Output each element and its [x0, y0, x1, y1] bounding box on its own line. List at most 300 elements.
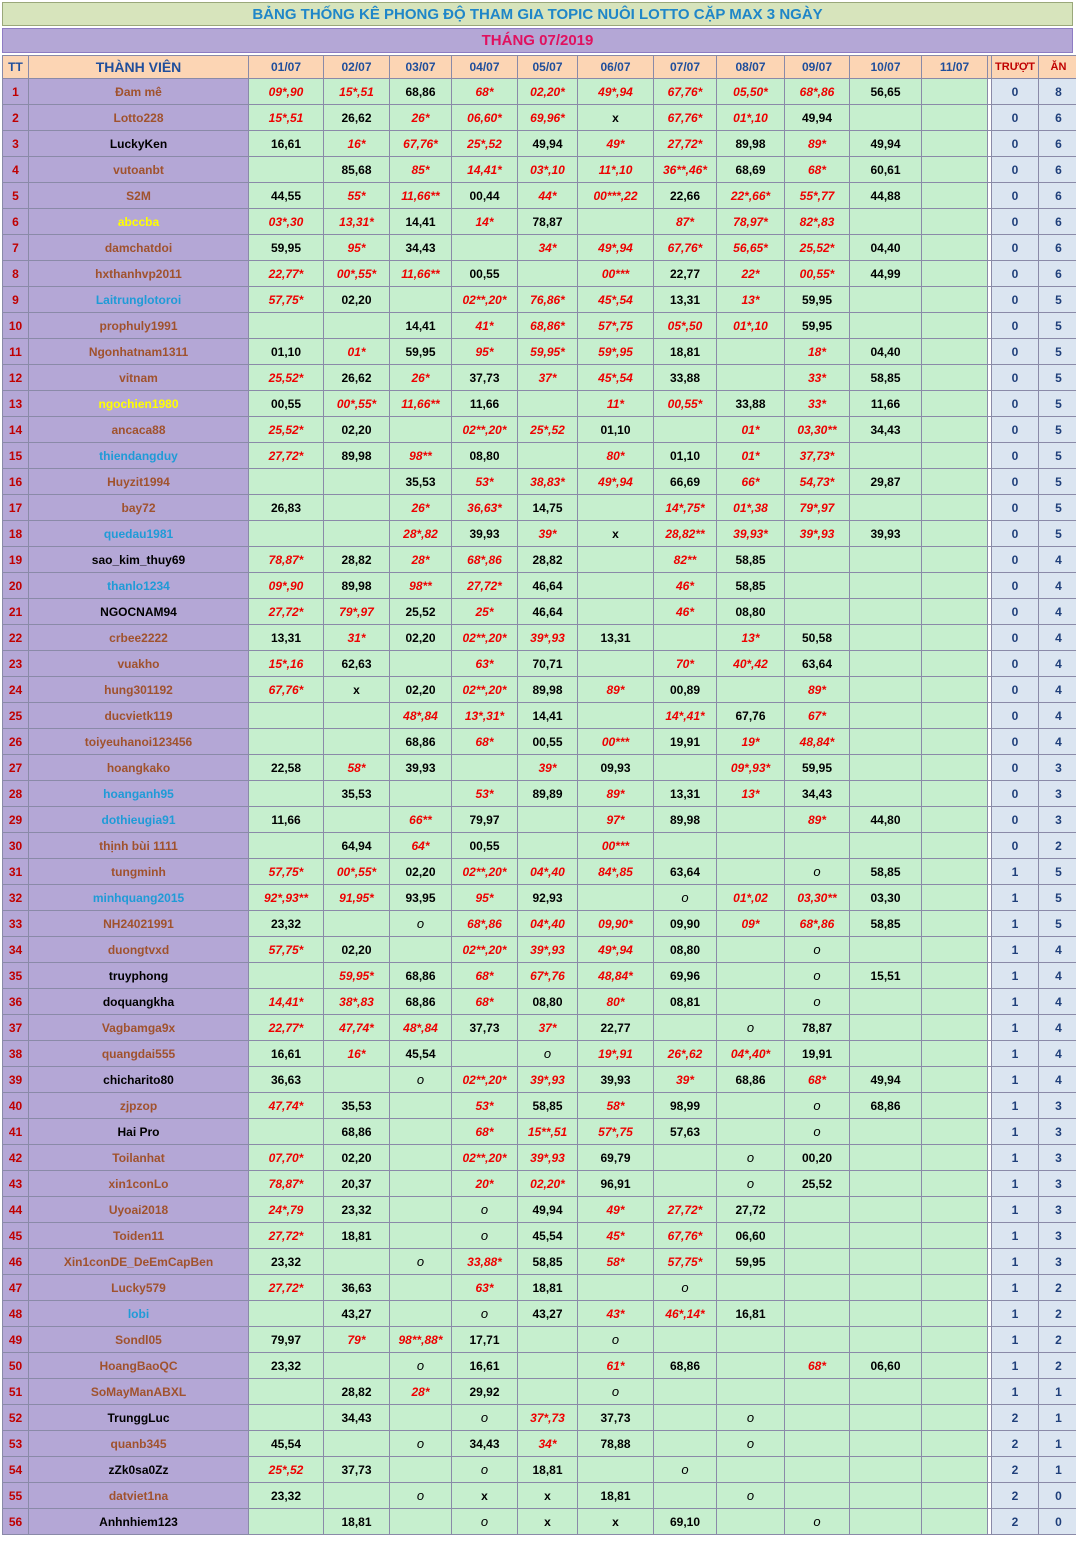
win-count: 0 [1039, 1483, 1076, 1509]
miss-count: 0 [992, 677, 1039, 703]
member-name: prophuly1991 [29, 313, 249, 339]
member-row [3, 677, 1076, 703]
day-cell [324, 1353, 390, 1379]
day-cell: 18,81 [578, 1483, 654, 1509]
day-cell: 19,91 [654, 729, 717, 755]
day-cell: 25,52* [249, 365, 324, 391]
row-number: 4 [3, 157, 29, 183]
day-cell: 89,98 [654, 807, 717, 833]
miss-count: 1 [992, 1067, 1039, 1093]
day-cell: 34,43 [452, 1431, 518, 1457]
win-count: 5 [1039, 885, 1076, 911]
day-cell: 49,94 [785, 105, 850, 131]
member-name: vutoanbt [29, 157, 249, 183]
row-number: 48 [3, 1301, 29, 1327]
win-count: 4 [1039, 703, 1076, 729]
row-number: 42 [3, 1145, 29, 1171]
day-cell: 68*,86 [785, 79, 850, 105]
day-cell [578, 1275, 654, 1301]
day-cell: 09,90* [578, 911, 654, 937]
header-day: 08/07 [717, 56, 785, 79]
day-cell: 79,97 [452, 807, 518, 833]
member-name: ngochien1980 [29, 391, 249, 417]
member-row [3, 287, 1076, 313]
day-cell [922, 313, 988, 339]
day-cell [922, 79, 988, 105]
day-cell: 14*,41* [654, 703, 717, 729]
day-cell: 84*,85 [578, 859, 654, 885]
member-row [3, 1197, 1076, 1223]
day-cell: o [452, 1223, 518, 1249]
member-name: Xin1conDE_DeEmCapBen [29, 1249, 249, 1275]
member-name: sao_kim_thuy69 [29, 547, 249, 573]
day-cell: 02,20 [324, 937, 390, 963]
member-name: minhquang2015 [29, 885, 249, 911]
day-cell: 14,41 [390, 209, 452, 235]
row-number: 55 [3, 1483, 29, 1509]
day-cell [654, 417, 717, 443]
day-cell: 69,96* [518, 105, 578, 131]
win-count: 4 [1039, 1015, 1076, 1041]
win-count: 3 [1039, 1223, 1076, 1249]
day-cell: 08,80 [452, 443, 518, 469]
member-row [3, 625, 1076, 651]
miss-count: 0 [992, 833, 1039, 859]
day-cell: 44,88 [850, 183, 922, 209]
day-cell: 66,69 [654, 469, 717, 495]
day-cell [922, 547, 988, 573]
day-cell [922, 1457, 988, 1483]
day-cell: o [654, 885, 717, 911]
member-name: hung301192 [29, 677, 249, 703]
day-cell [717, 963, 785, 989]
miss-count: 1 [992, 1223, 1039, 1249]
day-cell: 97* [578, 807, 654, 833]
day-cell: 59,95 [390, 339, 452, 365]
day-cell [922, 625, 988, 651]
row-number: 54 [3, 1457, 29, 1483]
day-cell: 09*,93* [717, 755, 785, 781]
header-tt: TT [3, 56, 29, 79]
day-cell [654, 1431, 717, 1457]
day-cell [390, 1197, 452, 1223]
day-cell: o [390, 1431, 452, 1457]
day-cell: 82*,83 [785, 209, 850, 235]
row-number: 23 [3, 651, 29, 677]
win-count: 4 [1039, 963, 1076, 989]
member-row [3, 235, 1076, 261]
day-cell: 68,86* [518, 313, 578, 339]
day-cell [922, 1405, 988, 1431]
day-cell [850, 1197, 922, 1223]
day-cell: 27,72* [654, 1197, 717, 1223]
header-day: 06/07 [578, 56, 654, 79]
day-cell: 68* [785, 157, 850, 183]
day-cell: 26* [390, 105, 452, 131]
member-row [3, 157, 1076, 183]
day-cell [850, 1119, 922, 1145]
day-cell: 26*,62 [654, 1041, 717, 1067]
day-cell: 03*,30 [249, 209, 324, 235]
day-cell: 58,85 [518, 1249, 578, 1275]
day-cell: 62,63 [324, 651, 390, 677]
day-cell: 68* [785, 1067, 850, 1093]
win-count: 8 [1039, 79, 1076, 105]
day-cell: 14*,75* [654, 495, 717, 521]
day-cell [922, 729, 988, 755]
day-cell [654, 1483, 717, 1509]
day-cell [922, 651, 988, 677]
day-cell: 14* [452, 209, 518, 235]
day-cell: 85* [390, 157, 452, 183]
day-cell: 39,93 [452, 521, 518, 547]
day-cell: 27,72* [654, 131, 717, 157]
day-cell [654, 1405, 717, 1431]
day-cell [922, 703, 988, 729]
member-row [3, 1353, 1076, 1379]
day-cell: 35,53 [324, 1093, 390, 1119]
member-row [3, 1483, 1076, 1509]
day-cell [249, 1509, 324, 1535]
day-cell: 36,63* [452, 495, 518, 521]
member-name: quanb345 [29, 1431, 249, 1457]
day-cell: o [578, 1379, 654, 1405]
day-cell [717, 1093, 785, 1119]
win-count: 6 [1039, 157, 1076, 183]
member-name: dothieugia91 [29, 807, 249, 833]
day-cell: 49* [578, 1197, 654, 1223]
day-cell: 44* [518, 183, 578, 209]
day-cell: 45,54 [249, 1431, 324, 1457]
miss-count: 1 [992, 1093, 1039, 1119]
day-cell [850, 287, 922, 313]
day-cell: 19*,91 [578, 1041, 654, 1067]
day-cell: 67,76* [654, 235, 717, 261]
day-cell: 26,62 [324, 105, 390, 131]
day-cell: 09,93 [578, 755, 654, 781]
day-cell: 69,10 [654, 1509, 717, 1535]
header-day: 04/07 [452, 56, 518, 79]
day-cell: 01*,38 [717, 495, 785, 521]
day-cell: 40*,42 [717, 651, 785, 677]
day-cell: 47,74* [324, 1015, 390, 1041]
day-cell: 53* [452, 1093, 518, 1119]
day-cell: 13,31* [324, 209, 390, 235]
member-name: chicharito80 [29, 1067, 249, 1093]
day-cell: 19,91 [785, 1041, 850, 1067]
miss-count: 2 [992, 1483, 1039, 1509]
day-cell: o [390, 911, 452, 937]
win-count: 5 [1039, 287, 1076, 313]
row-number: 45 [3, 1223, 29, 1249]
day-cell [922, 1275, 988, 1301]
row-number: 27 [3, 755, 29, 781]
win-count: 1 [1039, 1379, 1076, 1405]
header-day: 11/07 [922, 56, 988, 79]
day-cell [850, 1041, 922, 1067]
header-member: THÀNH VIÊN [29, 56, 249, 79]
member-name: damchatdoi [29, 235, 249, 261]
member-row [3, 1379, 1076, 1405]
day-cell: 34,43 [850, 417, 922, 443]
day-cell [324, 521, 390, 547]
day-cell: 68,69 [717, 157, 785, 183]
day-cell: 46* [654, 573, 717, 599]
day-cell: 01,10 [654, 443, 717, 469]
day-cell: 68* [452, 963, 518, 989]
day-cell [922, 1223, 988, 1249]
day-cell [654, 1171, 717, 1197]
win-count: 3 [1039, 1249, 1076, 1275]
member-row [3, 1249, 1076, 1275]
day-cell [850, 651, 922, 677]
day-cell [249, 1119, 324, 1145]
day-cell: 04*,40* [717, 1041, 785, 1067]
day-cell: 01*,10 [717, 105, 785, 131]
day-cell: 67* [785, 703, 850, 729]
day-cell: 26,83 [249, 495, 324, 521]
day-cell: 69,79 [578, 1145, 654, 1171]
member-row [3, 599, 1076, 625]
day-cell: 63* [452, 1275, 518, 1301]
day-cell: 64* [390, 833, 452, 859]
member-row [3, 1457, 1076, 1483]
row-number: 3 [3, 131, 29, 157]
win-count: 5 [1039, 391, 1076, 417]
day-cell [850, 1015, 922, 1041]
day-cell [390, 781, 452, 807]
day-cell [717, 1353, 785, 1379]
member-row [3, 937, 1076, 963]
row-number: 10 [3, 313, 29, 339]
member-row [3, 547, 1076, 573]
day-cell: 09,90 [654, 911, 717, 937]
row-number: 19 [3, 547, 29, 573]
day-cell: 29,87 [850, 469, 922, 495]
member-name: Lucky579 [29, 1275, 249, 1301]
day-cell: 68*,86 [452, 911, 518, 937]
day-cell: 58* [578, 1249, 654, 1275]
member-name: quangdai555 [29, 1041, 249, 1067]
day-cell: 16,61 [249, 1041, 324, 1067]
day-cell: 13,31 [654, 287, 717, 313]
win-count: 2 [1039, 1275, 1076, 1301]
member-name: tungminh [29, 859, 249, 885]
day-cell: 60,61 [850, 157, 922, 183]
member-row [3, 1015, 1076, 1041]
member-name: TrunggLuc [29, 1405, 249, 1431]
miss-count: 0 [992, 625, 1039, 651]
day-cell: 36,63 [324, 1275, 390, 1301]
day-cell: 39*,93 [518, 1145, 578, 1171]
day-cell: 66* [717, 469, 785, 495]
day-cell: 49*,94 [578, 79, 654, 105]
day-cell: 68* [452, 1119, 518, 1145]
day-cell [785, 1431, 850, 1457]
day-cell: 16* [324, 1041, 390, 1067]
day-cell [717, 1457, 785, 1483]
day-cell [850, 1275, 922, 1301]
day-cell: 11,66 [850, 391, 922, 417]
day-cell: 25*,52 [249, 1457, 324, 1483]
miss-count: 0 [992, 261, 1039, 287]
day-cell [717, 1119, 785, 1145]
day-cell: 58,85 [850, 911, 922, 937]
member-name: S2M [29, 183, 249, 209]
day-cell [249, 313, 324, 339]
member-row [3, 1327, 1076, 1353]
member-name: HoangBaoQC [29, 1353, 249, 1379]
day-cell: 57,63 [654, 1119, 717, 1145]
day-cell: 00,89 [654, 677, 717, 703]
day-cell: 33,88 [654, 365, 717, 391]
day-cell [850, 1145, 922, 1171]
member-row [3, 573, 1076, 599]
day-cell: 01,10 [249, 339, 324, 365]
stats-table [2, 55, 1076, 1535]
day-cell: 37*,73 [518, 1405, 578, 1431]
day-cell [922, 1119, 988, 1145]
day-cell: 57,75* [249, 287, 324, 313]
miss-count: 0 [992, 781, 1039, 807]
day-cell: 02**,20* [452, 287, 518, 313]
day-cell: 89* [785, 131, 850, 157]
sheet-subtitle: THÁNG 07/2019 [2, 28, 1073, 53]
day-cell: 00,55 [452, 833, 518, 859]
day-cell: o [452, 1405, 518, 1431]
day-cell [922, 885, 988, 911]
day-cell: 20,37 [324, 1171, 390, 1197]
member-name: hoangkako [29, 755, 249, 781]
day-cell: 02**,20* [452, 1067, 518, 1093]
day-cell [922, 833, 988, 859]
day-cell: 22* [717, 261, 785, 287]
day-cell: 15**,51 [518, 1119, 578, 1145]
member-row [3, 521, 1076, 547]
day-cell: 53* [452, 469, 518, 495]
day-cell: 00,20 [785, 1145, 850, 1171]
day-cell: 22,66 [654, 183, 717, 209]
day-cell: 59,95* [518, 339, 578, 365]
day-cell: o [717, 1431, 785, 1457]
miss-count: 1 [992, 1015, 1039, 1041]
day-cell: 39*,93 [518, 1067, 578, 1093]
miss-count: 1 [992, 1353, 1039, 1379]
day-cell: 02**,20* [452, 937, 518, 963]
row-number: 28 [3, 781, 29, 807]
miss-count: 1 [992, 989, 1039, 1015]
day-cell: 36,63 [249, 1067, 324, 1093]
day-cell [324, 703, 390, 729]
day-cell: 78,87 [785, 1015, 850, 1041]
day-cell: 18,81 [324, 1509, 390, 1535]
day-cell: 27,72* [452, 573, 518, 599]
day-cell: x [518, 1483, 578, 1509]
day-cell: 28,82 [324, 1379, 390, 1405]
member-row [3, 443, 1076, 469]
day-cell [922, 1093, 988, 1119]
day-cell [785, 573, 850, 599]
member-name: Huyzit1994 [29, 469, 249, 495]
member-name: Toiden11 [29, 1223, 249, 1249]
day-cell [717, 1379, 785, 1405]
day-cell: o [578, 1327, 654, 1353]
win-count: 2 [1039, 833, 1076, 859]
day-cell: 43* [578, 1301, 654, 1327]
day-cell: 89* [578, 677, 654, 703]
miss-count: 2 [992, 1405, 1039, 1431]
day-cell [518, 1327, 578, 1353]
win-count: 5 [1039, 469, 1076, 495]
day-cell: 03,30** [785, 417, 850, 443]
day-cell [922, 963, 988, 989]
day-cell: 01*,02 [717, 885, 785, 911]
day-cell [785, 599, 850, 625]
day-cell [578, 209, 654, 235]
win-count: 4 [1039, 547, 1076, 573]
day-cell: 49*,94 [578, 235, 654, 261]
win-count: 5 [1039, 365, 1076, 391]
day-cell: 00,55* [785, 261, 850, 287]
day-cell: 22*,66* [717, 183, 785, 209]
day-cell: o [654, 1275, 717, 1301]
member-name: lobi [29, 1301, 249, 1327]
day-cell: 46,64 [518, 599, 578, 625]
member-name: hoanganh95 [29, 781, 249, 807]
day-cell: 48*,84 [390, 1015, 452, 1041]
day-cell [390, 417, 452, 443]
day-cell [850, 313, 922, 339]
win-count: 3 [1039, 1145, 1076, 1171]
day-cell [390, 1301, 452, 1327]
day-cell [785, 1223, 850, 1249]
day-cell: 78,88 [578, 1431, 654, 1457]
day-cell: 45*,54 [578, 365, 654, 391]
day-cell [249, 1405, 324, 1431]
day-cell: 23,32 [249, 911, 324, 937]
member-name: Uyoai2018 [29, 1197, 249, 1223]
day-cell: 87* [654, 209, 717, 235]
member-row [3, 313, 1076, 339]
day-cell [850, 209, 922, 235]
day-cell: 68* [785, 1353, 850, 1379]
day-cell: 63* [452, 651, 518, 677]
day-cell: 34,43 [785, 781, 850, 807]
day-cell [654, 1379, 717, 1405]
day-cell [390, 287, 452, 313]
day-cell [850, 1379, 922, 1405]
day-cell [785, 1327, 850, 1353]
miss-count: 0 [992, 807, 1039, 833]
day-cell: 95* [324, 235, 390, 261]
header-miss: TRƯỢT [992, 56, 1039, 79]
day-cell: o [390, 1483, 452, 1509]
day-cell: 66** [390, 807, 452, 833]
member-name: duongtvxd [29, 937, 249, 963]
day-cell: 02,20* [518, 1171, 578, 1197]
day-cell [518, 1353, 578, 1379]
member-name: datviet1na [29, 1483, 249, 1509]
day-cell [922, 1041, 988, 1067]
day-cell: 24*,79 [249, 1197, 324, 1223]
member-row [3, 911, 1076, 937]
win-count: 1 [1039, 1431, 1076, 1457]
day-cell: 56,65 [850, 79, 922, 105]
day-cell: 14,75 [518, 495, 578, 521]
day-cell: 79,97 [249, 1327, 324, 1353]
win-count: 5 [1039, 417, 1076, 443]
row-number: 21 [3, 599, 29, 625]
